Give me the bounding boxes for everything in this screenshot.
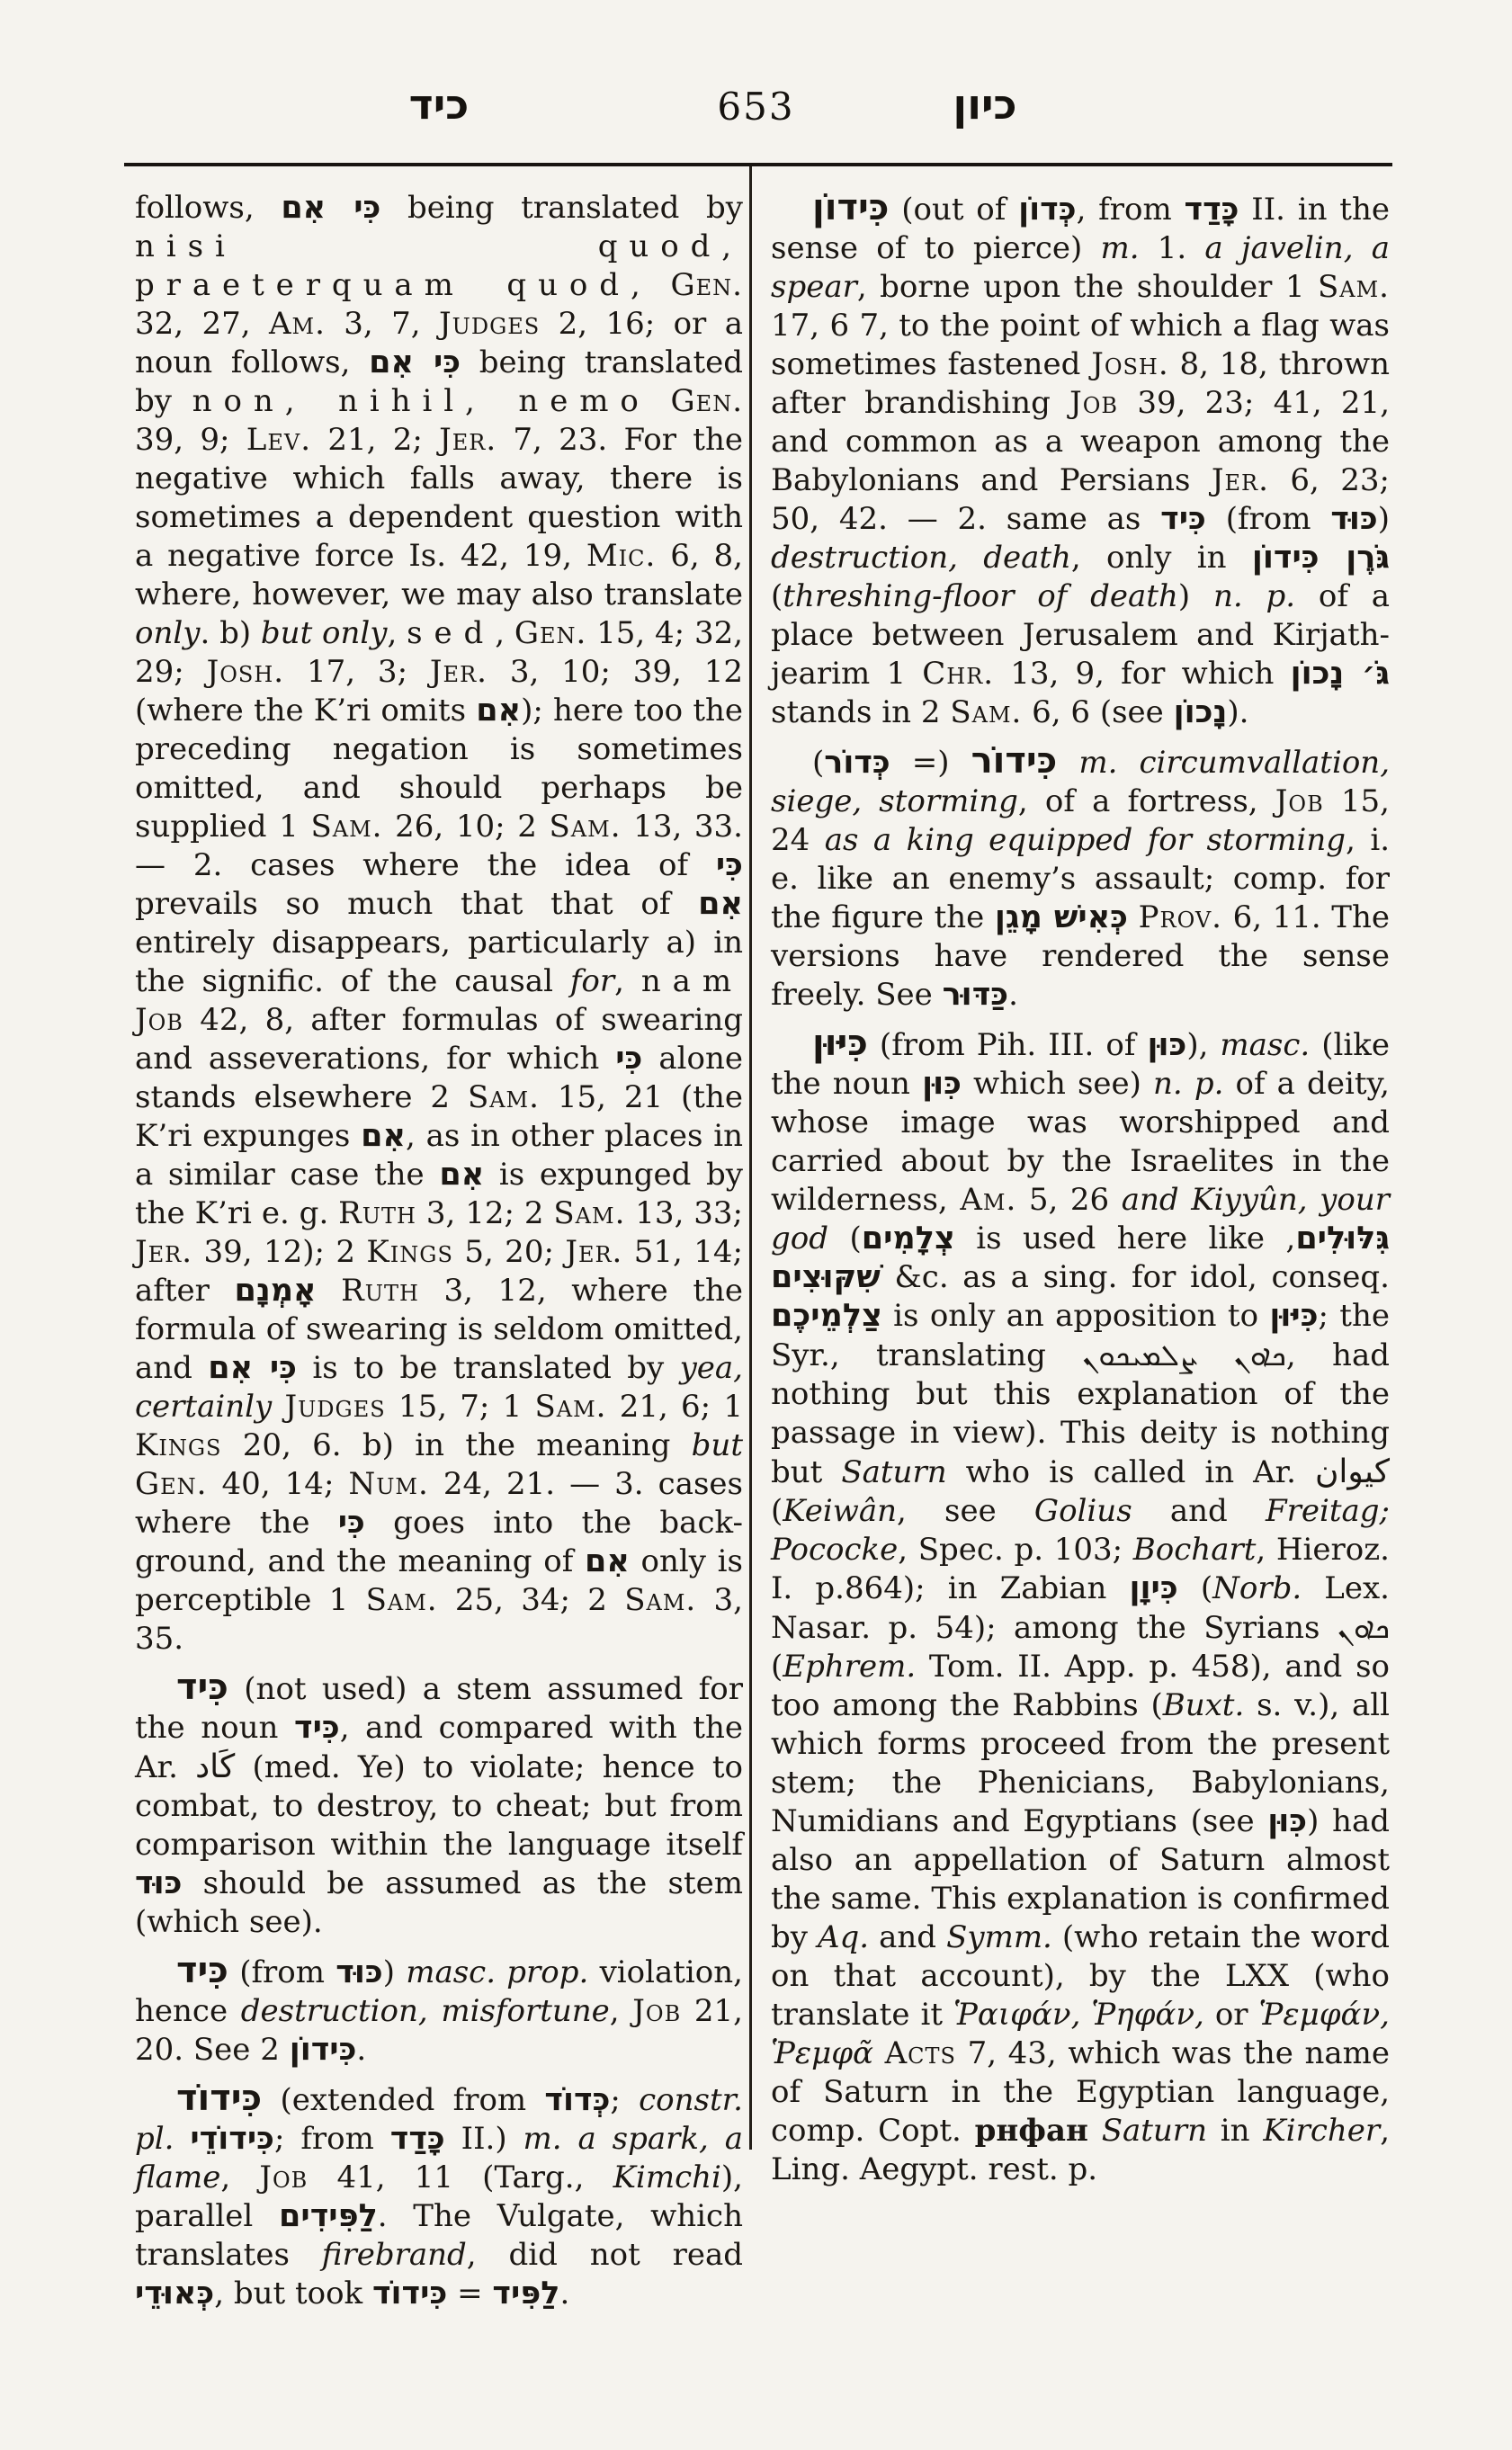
header-left-catchword: כיד bbox=[408, 80, 470, 129]
entry-kidod: כִּידוֹד (extended from כְּדוֹד; constr. pl. כִּידוֹדֵי; from כָּדַד II.) m. a spark, a flame, Job 41, 11 (Targ., Kimchi), parallel לַפִּידִים. The Vulgate, which translates firebrand, did not read כְּאוּדֵי, but took לַפִּיד = כִּידוֹד . bbox=[135, 2078, 743, 2311]
left-column bbox=[135, 189, 743, 2313]
entry-ki-im-continuation: follows, כִּי אִם being translated by nisi quod, praeterquam quod, Gen. 32, 27, Am. 3, 7, Judges 2, 16; or a noun follows, כִּי אִם being translated by non, nihil, nemo Gen. 39, 9; Lev. 21, 2; Jer. 7, 23. For the negative which falls away, there is sometimes a dependent question with a negative force Is. 42, 19, Mic. 6, 8, where, however, we may also translate only. b) but only, sed, Gen. 15, 4; 32, 29; Josh. 17, 3; Jer. 3, 10; 39, 12 (where the K’ri omits אִם); here too the preceding negation is sometimes omitted, and should perhaps be supplied 1 Sam. 26, 10; 2 Sam. 13, 33. — 2. cases where the idea of כִּי prevails so much that that of אִם entirely disappears, particularly a) in the signific. of the causal for, nam Job 42, 8, after formulas of swearing and asseverations, for which כִּי alone stands elsewhere 2 Sam. 15, 21 (the K’ri expunges אִם, as in other places in a similar case the אִם is expunged by the K’ri e. g. Ruth 3, 12; 2 Sam. 13, 33; Jer. 39, 12); 2 Kings 5, 20; Jer. 51, 14; after אָמְנָם Ruth 3, 12, where the formula of swearing is seldom omitted, and כִּי אִם is to be translated by yea, certainly Judges 15, 7; 1 Sam. 21, 6; 1 Kings 20, 6. b) in the meaning but Gen. 40, 14; Num. 24, 21. — 3. cases where the כִּי goes into the back-ground, and the meaning of אִם only is perceptible 1 Sam. 25, 34; 2 Sam. 3, 35. bbox=[135, 190, 744, 1657]
entry-kidor: כִּידוֹר (= כְּדוֹר) m. circumvallation, siege, storming, of a fortress, Job 15, 24 as a king equipped for storming, i. e. like an enemy’s assault; comp. for the figure the כְּאִישׁ מָגֵן Prov. 6, 11. The versions have rendered the sense freely. See כַּדּוּר. bbox=[771, 740, 1391, 1013]
entry-kiyyun: כִּיּוּן (from Pih. III. of כּוּן), masc. (like the noun כִּוּן which see) n. p. of a deity, whose image was worshipped and carried about by the Israelites in the wilderness, Am. 5, 26 and Kiyyûn, your god (צְלָמִים is used here like גִּלּוּלִים, שִׁקּוּצִים &c. as a sing. for idol, conseq. צַלְמֵיכֶם is only an apposition to כִּיּוּן; the Syr., translating ܟܐܘܢ ܨܠܡܝܟܘܢ, had nothing but this explanation of the passage in view). This deity is nothing but Saturn who is called in Ar. كيوان (Keiwân, see Golius and Freitag; Pococke, Spec. p. 103; Bochart, Hieroz. I. p.864); in Zabian כִּיוָן (Norb. Lex. Nasar. p. 54); among the Syrians ܟܐܘܢ (Ephrem. Tom. II. App. p. 458), and so too among the Rabbins (Buxt. s. v.), all which forms proceed from the present stem; the Phenicians, Babylonians, Numidians and Egyptians (see כִּוּן) had also an appellation of Saturn almost the same. This explanation is confirmed by Aq. and Symm. (who retain the word on that account), by the LXX (who translate it Ῥαιφάν, Ῥηφάν, or Ῥεμφάν, Ῥεμφᾶ Acts 7, 43, which was the name of Saturn in the Egyptian language, comp. Copt. рнфан Saturn in Kircher, Ling. Aegypt. rest. p. bbox=[771, 1023, 1391, 2187]
entry-kidon: כִּידוֹן (out of כְּדוֹן, from כָּדַד II. in the sense of to pierce) m. 1. a javelin, a spear, borne upon the shoulder 1 Sam. 17, 6 7, to the point of which a flag was sometimes fastened Josh. 8, 18, thrown after brandishing Job 39, 23; 41, 21, and common as a weapon among the Babylonians and Persians Jer. 6, 23; 50, 42. — 2. same as כִּיד (from כּוּד) destruction, death, only in גֹּרֶן כִּידוֹן (threshing-floor of death) n. p. of a place between Jerusalem and Kirjath-jearim 1 Chr. 13, 9, for which גֹּ׳ נָכוֹן stands in 2 Sam. 6, 6 (see נָכוֹן). bbox=[771, 187, 1390, 730]
header-rule bbox=[124, 163, 1392, 166]
header-right-catchword: כיון bbox=[953, 80, 1017, 129]
entry-kid-noun: כִּיד (from כּוּד) masc. prop. violation, hence destruction, misfortune, Job 21, 20. See כִּידוֹן 2. bbox=[135, 1950, 743, 2068]
entry-kid-stem: כִּיד (not used) a stem assumed for the noun כִּיד, and compared with the Ar. كَاد (med. Ye) to violate; hence to combat, to destroy, to cheat; but from comparison within the language itself כּוּד should be assumed as the stem (which see). bbox=[135, 1667, 744, 1940]
column-divider bbox=[749, 166, 752, 2150]
right-column bbox=[771, 189, 1390, 2189]
page-number: 653 bbox=[717, 85, 795, 129]
